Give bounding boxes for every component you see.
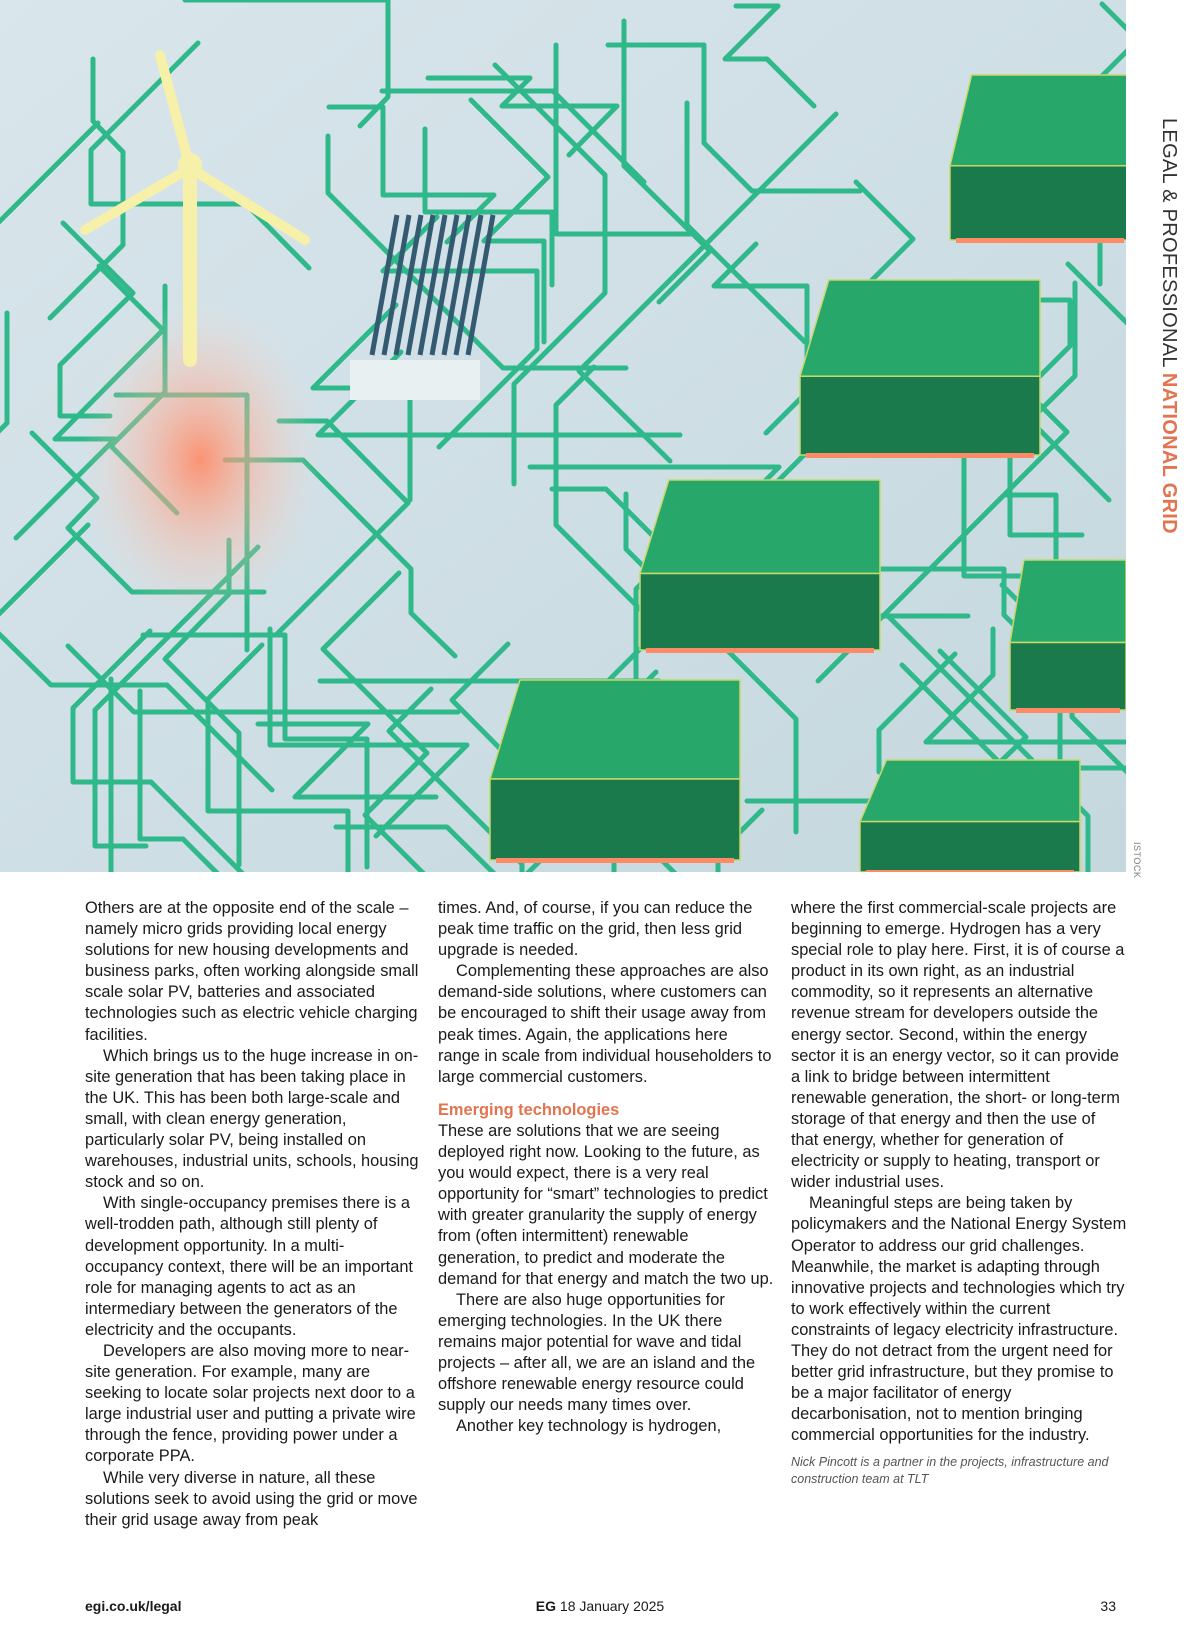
paragraph: Developers are also moving more to near-site generation. For example, many are seeking to locate solar projects next door to a large industrial user and putting a private wire through the fence, providing power under a corporate PPA. [85,1341,416,1466]
paragraph: While very diverse in nature, all these solutions seek to avoid using the grid or move their grid usage away from peak [85,1468,418,1529]
paragraph: times. And, of course, if you can reduce the peak time traffic on the grid, then less grid upgrade is needed. [438,899,753,960]
house-icon [640,480,880,653]
page-number: 33 [1100,1598,1116,1614]
house-icon [950,75,1126,243]
article-column-3 [791,898,1127,1488]
paragraph: Which brings us to the huge increase in on-site generation that has been taking place in the UK. This has been both large-scale and small, with clean energy generation, particularly solar PV, being installed on warehouses, industrial units, schools, housing stock and so on. [85,1046,419,1192]
section-tab [1154,118,1184,558]
footer-issue [0,1598,1200,1614]
paragraph: Another key technology is hydrogen, [456,1417,722,1436]
author-byline: Nick Pincott is a partner in the projects, infrastructure and construction team at TLT [791,1455,1109,1487]
paragraph: With single-occupancy premises there is a well-trodden path, although still plenty of development opportunity. In a multi-occupancy context, there will be an important role for managing agents to act as an intermediary between the generators of the electricity and the occupants. [85,1194,413,1339]
paragraph: Others are at the opposite end of the scale – namely micro grids providing local energy solutions for new housing developments and business parks, often working alongside small scale solar PV, batteries and associated technologies such as electric vehicle charging facilities. [85,899,419,1044]
paragraph: Meaningful steps are being taken by policymakers and the National Energy System Operator to address our grid challenges. Meanwhile, the market is adapting through innovative projects and technologies which try to work effectively within the current constraints of legacy electricity infrastructure. They do not detract from the urgent need for better grid infrastructure, but they promise to be a major facilitator of energy decarbonisation, not to mention bringing commercial opportunities for the industry. [791,1194,1127,1445]
article-column-2 [438,898,774,1437]
footer-url[interactable]: egi.co.uk/legal [85,1598,182,1614]
section-label: LEGAL & PROFESSIONAL [1158,118,1180,373]
house-icon [1010,560,1126,713]
house-icon [800,280,1040,458]
paragraph: These are solutions that we are seeing deployed right now. Looking to the future, as you would expect, there is a very real opportunity for “smart” technologies to predict with greater granularity the supply of energy from (often intermittent) renewable generation, to predict and moderate the demand for that energy and match the two up. [438,1121,774,1288]
article-column-1 [85,898,421,1531]
paragraph: There are also huge opportunities for emerging technologies. In the UK there remains major potential for wave and tidal projects – after all, we are an island and the offshore renewable energy resource could supply our needs many times over. [438,1290,756,1415]
footer-date: 18 January 2025 [556,1598,665,1614]
footer-publication: EG [535,1598,557,1614]
paragraph: Complementing these approaches are also demand-side solutions, where customers can be encouraged to shift their usage away from peak times. Again, the applications here range in scale from individual householders to large commercial customers. [438,962,772,1086]
house-icon [490,680,740,863]
paragraph: where the first commercial-scale projects are beginning to emerge. Hydrogen has a very special role to play here. First, it is of course a product in its own right, as an industrial commodity, so it represents an alternative revenue stream for developers outside the energy sector. Second, within the energy sector it is an energy vector, so it can provide a link to bridge between intermittent renewable generation, the short- or long-term storage of that energy and then the use of that energy, whether for generation of electricity or supply to heating, transport or wider industrial uses. [791,899,1125,1192]
subheading: Emerging technologies [438,1100,620,1119]
section-highlight: NATIONAL GRID [1158,372,1180,534]
house-icon [860,760,1080,872]
photo-credit: ISTOCK [1132,842,1142,879]
